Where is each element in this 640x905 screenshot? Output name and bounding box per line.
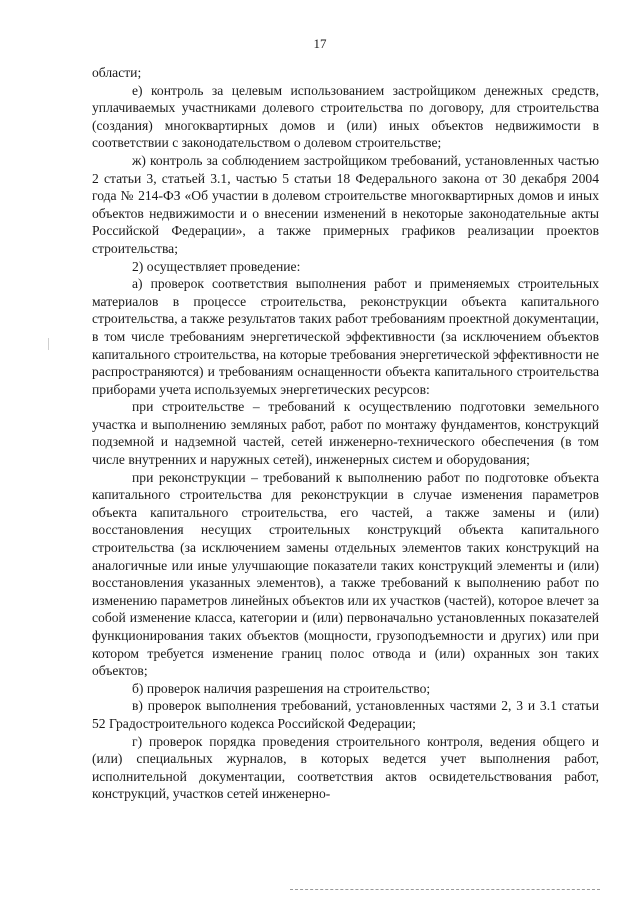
footer-divider [290,889,600,890]
paragraph-construction: при строительстве – требований к осуществлению подготовки земельного участка и выполнению земляных работ, работ по монтажу фундаментов, конструкций подземной и надземной частей, сетей инженерно-технического обеспечения (в том числе внутренних и наружных сетей), инженерных систем и оборудования; [92,399,599,468]
paragraph-item-2: 2) осуществляет проведение: [132,258,301,274]
paragraph-item-e: е) контроль за целевым использованием застройщиком денежных средств, уплачиваемых участниками долевого строительства по договору, для строительства (создания) многоквартирных домов и (или) иных объектов недвижимости в соответствии с законодательством о долевом строительстве; [92,82,599,151]
page-number: 17 [313,36,327,51]
paragraph-item-g: г) проверок порядка проведения строительного контроля, ведения общего и (или) специальных журналов, в которых ведется учет выполнения работ, исполнительной документации, соответствия актов освидетельствования работ, конструкций, участков сетей инженерно- [92,733,599,802]
paragraph-item-zh: ж) контроль за соблюдением застройщиком требований, установленных частью 2 статьи 3, статьей 3.1, частью 5 статьи 18 Федерального закона от 30 декабря 2004 года № 214-ФЗ «Об участии в долевом строительстве многоквартирных домов и иных объектов недвижимости и о внесении изменений в некоторые законодательные акты Российской Федерации», а также примерных графиков реализации проектов строительства; [92,152,599,256]
document-body [92,64,599,803]
paragraph-item-v: в) проверок выполнения требований, установленных частями 2, 3 и 3.1 статьи 52 Градостроительного кодекса Российской Федерации; [92,698,599,731]
paragraph-continuation: области; [92,65,142,80]
paragraph-reconstruction: при реконструкции – требований к выполнению работ по подготовке объекта капитального строительства для реконструкции в случае изменения параметров объекта капитального строительства, его частей, а также замены и (или) восстановления несущих строительных конструкций объекта капитального строительства (за исключением замены отдельных элементов таких конструкций на аналогичные или иные улучшающие показатели таких конструкций элементы и (или) восстановления указанных элементов), а также требований к выполнению работ по изменению параметров линейных объектов или их участков (частей), которое влечет за собой изменение класса, категории и (или) первоначально установленных показателей функционирования таких объектов (мощности, грузоподъемности и других) или при котором требуется изменение границ полос отвода и (или) охранных зон таких объектов; [92,469,599,679]
paragraph-item-a: а) проверок соответствия выполнения работ и применяемых строительных материалов в процессе строительства, реконструкции объекта капитального строительства, а также результатов таких работ требованиям проектной документации, в том числе требованиям энергетической эффективности (за исключением объектов капитального строительства, на которые требования энергетической эффективности не распространяются) и требованиям оснащенности объекта капитального строительства приборами учета используемых энергетических ресурсов: [92,276,599,397]
scan-margin-mark [48,338,49,350]
paragraph-item-b: б) проверок наличия разрешения на строительство; [132,680,431,696]
